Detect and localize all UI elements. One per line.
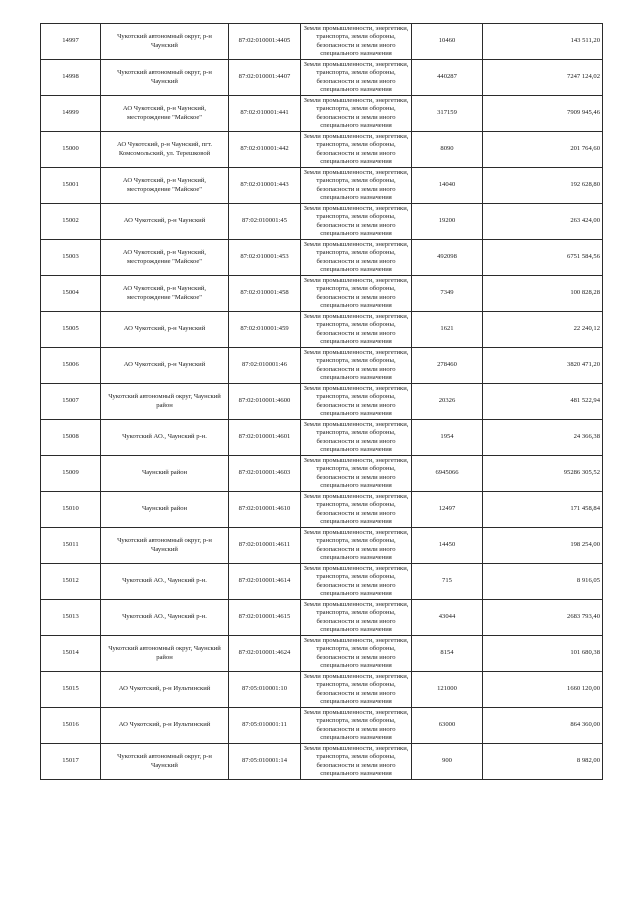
cadastral-number-cell: 87:05:010001:11 [229,708,301,744]
location-cell: АО Чукотский, р-н Чаунский [101,348,229,384]
land-category-cell: Земли промышленности, энергетики, транспорта, земли обороны, безопасности и земли иного специального назначения [301,96,412,132]
location-cell: АО Чукотский, р-н Чаунский [101,204,229,240]
cadastral-value-cell: 864 360,00 [483,708,603,744]
cadastral-value-cell: 201 764,60 [483,132,603,168]
area-cell: 278460 [412,348,483,384]
cadastral-value-cell: 1660 120,00 [483,672,603,708]
location-cell: АО Чукотский, р-н Чаунский, месторождение "Майское" [101,168,229,204]
row-number: 15011 [41,528,101,564]
table-row [41,492,603,528]
cadastral-value-cell: 8 916,05 [483,564,603,600]
land-category-cell: Земли промышленности, энергетики, транспорта, земли обороны, безопасности и земли иного специального назначения [301,420,412,456]
location-cell: Чукотский автономный округ, Чаунский район [101,384,229,420]
table-row [41,168,603,204]
location-cell: Чукотский автономный округ, р-н Чаунский [101,528,229,564]
land-category-cell: Земли промышленности, энергетики, транспорта, земли обороны, безопасности и земли иного специального назначения [301,636,412,672]
location-cell: Чаунский район [101,456,229,492]
row-number: 15007 [41,384,101,420]
row-number: 15001 [41,168,101,204]
table-row [41,600,603,636]
cadastral-number-cell: 87:02:010001:45 [229,204,301,240]
row-number: 15006 [41,348,101,384]
land-category-cell: Земли промышленности, энергетики, транспорта, земли обороны, безопасности и земли иного специального назначения [301,204,412,240]
land-category-cell: Земли промышленности, энергетики, транспорта, земли обороны, безопасности и земли иного специального назначения [301,564,412,600]
row-number: 15008 [41,420,101,456]
cadastral-value-cell: 101 680,38 [483,636,603,672]
table-row [41,132,603,168]
cadastral-value-cell: 198 254,00 [483,528,603,564]
cadastral-value-cell: 192 628,80 [483,168,603,204]
location-cell: АО Чукотский, р-н Чаунский, пгт. Комсомольский, ул. Терешковой [101,132,229,168]
cadastral-number-cell: 87:05:010001:14 [229,744,301,780]
row-number: 15009 [41,456,101,492]
table-row [41,96,603,132]
location-cell: Чукотский автономный округ, р-н Чаунский [101,24,229,60]
row-number: 14999 [41,96,101,132]
location-cell: Чукотский автономный округ, р-н Чаунский [101,744,229,780]
table-row [41,384,603,420]
row-number: 15005 [41,312,101,348]
cadastral-number-cell: 87:02:010001:441 [229,96,301,132]
row-number: 15016 [41,708,101,744]
table-row [41,60,603,96]
table-row [41,240,603,276]
land-registry-table [40,23,603,780]
cadastral-number-cell: 87:02:010001:458 [229,276,301,312]
cadastral-number-cell: 87:02:010001:4603 [229,456,301,492]
location-cell: АО Чукотский, р-н Чаунский [101,312,229,348]
cadastral-number-cell: 87:05:010001:10 [229,672,301,708]
cadastral-value-cell: 100 828,28 [483,276,603,312]
cadastral-number-cell: 87:02:010001:4405 [229,24,301,60]
row-number: 15012 [41,564,101,600]
table-row [41,420,603,456]
area-cell: 63000 [412,708,483,744]
land-category-cell: Земли промышленности, энергетики, транспорта, земли обороны, безопасности и земли иного специального назначения [301,456,412,492]
cadastral-number-cell: 87:02:010001:453 [229,240,301,276]
land-category-cell: Земли промышленности, энергетики, транспорта, земли обороны, безопасности и земли иного специального назначения [301,312,412,348]
area-cell: 8154 [412,636,483,672]
location-cell: АО Чукотский, р-н Иультинский [101,672,229,708]
row-number: 14998 [41,60,101,96]
land-category-cell: Земли промышленности, энергетики, транспорта, земли обороны, безопасности и земли иного специального назначения [301,348,412,384]
cadastral-value-cell: 7247 124,02 [483,60,603,96]
table-row [41,708,603,744]
table-row [41,276,603,312]
cadastral-number-cell: 87:02:010001:4614 [229,564,301,600]
area-cell: 8090 [412,132,483,168]
row-number: 15017 [41,744,101,780]
cadastral-value-cell: 171 458,84 [483,492,603,528]
land-category-cell: Земли промышленности, энергетики, транспорта, земли обороны, безопасности и земли иного специального назначения [301,708,412,744]
cadastral-number-cell: 87:02:010001:4611 [229,528,301,564]
land-category-cell: Земли промышленности, энергетики, транспорта, земли обороны, безопасности и земли иного специального назначения [301,168,412,204]
area-cell: 20326 [412,384,483,420]
location-cell: АО Чукотский, р-н Чаунский, месторождение "Майское" [101,240,229,276]
area-cell: 14040 [412,168,483,204]
cadastral-value-cell: 481 522,94 [483,384,603,420]
land-category-cell: Земли промышленности, энергетики, транспорта, земли обороны, безопасности и земли иного специального назначения [301,672,412,708]
row-number: 15015 [41,672,101,708]
area-cell: 492098 [412,240,483,276]
land-category-cell: Земли промышленности, энергетики, транспорта, земли обороны, безопасности и земли иного специального назначения [301,528,412,564]
area-cell: 900 [412,744,483,780]
row-number: 15004 [41,276,101,312]
cadastral-number-cell: 87:02:010001:4407 [229,60,301,96]
location-cell: Чукотский АО., Чаунский р-н. [101,420,229,456]
cadastral-number-cell: 87:02:010001:46 [229,348,301,384]
row-number: 15002 [41,204,101,240]
cadastral-value-cell: 7909 945,46 [483,96,603,132]
table-row [41,204,603,240]
table-row [41,528,603,564]
table-row [41,636,603,672]
area-cell: 6945066 [412,456,483,492]
table-row [41,456,603,492]
cadastral-number-cell: 87:02:010001:459 [229,312,301,348]
area-cell: 317159 [412,96,483,132]
land-category-cell: Земли промышленности, энергетики, транспорта, земли обороны, безопасности и земли иного специального назначения [301,384,412,420]
table-row [41,24,603,60]
table-row [41,744,603,780]
cadastral-value-cell: 95286 305,52 [483,456,603,492]
land-category-cell: Земли промышленности, энергетики, транспорта, земли обороны, безопасности и земли иного специального назначения [301,600,412,636]
location-cell: Чукотский автономный округ, Чаунский район [101,636,229,672]
area-cell: 10460 [412,24,483,60]
registry-table-body [41,24,603,780]
land-category-cell: Земли промышленности, энергетики, транспорта, земли обороны, безопасности и земли иного специального назначения [301,744,412,780]
land-category-cell: Земли промышленности, энергетики, транспорта, земли обороны, безопасности и земли иного специального назначения [301,240,412,276]
table-row [41,312,603,348]
row-number: 15013 [41,600,101,636]
location-cell: Чаунский район [101,492,229,528]
location-cell: Чукотский автономный округ, р-н Чаунский [101,60,229,96]
location-cell: АО Чукотский, р-н Чаунский, месторождение "Майское" [101,276,229,312]
area-cell: 19200 [412,204,483,240]
area-cell: 715 [412,564,483,600]
cadastral-value-cell: 22 240,12 [483,312,603,348]
table-row [41,672,603,708]
row-number: 15000 [41,132,101,168]
cadastral-value-cell: 263 424,00 [483,204,603,240]
area-cell: 7349 [412,276,483,312]
area-cell: 14450 [412,528,483,564]
cadastral-number-cell: 87:02:010001:4601 [229,420,301,456]
area-cell: 121000 [412,672,483,708]
area-cell: 43044 [412,600,483,636]
row-number: 15014 [41,636,101,672]
location-cell: Чукотский АО., Чаунский р-н. [101,564,229,600]
cadastral-number-cell: 87:02:010001:443 [229,168,301,204]
area-cell: 12497 [412,492,483,528]
table-row [41,348,603,384]
cadastral-number-cell: 87:02:010001:4600 [229,384,301,420]
land-category-cell: Земли промышленности, энергетики, транспорта, земли обороны, безопасности и земли иного специального назначения [301,24,412,60]
cadastral-value-cell: 3820 471,20 [483,348,603,384]
location-cell: Чукотский АО., Чаунский р-н. [101,600,229,636]
cadastral-number-cell: 87:02:010001:442 [229,132,301,168]
land-category-cell: Земли промышленности, энергетики, транспорта, земли обороны, безопасности и земли иного специального назначения [301,60,412,96]
cadastral-number-cell: 87:02:010001:4615 [229,600,301,636]
area-cell: 440287 [412,60,483,96]
location-cell: АО Чукотский, р-н Чаунский, месторождение "Майское" [101,96,229,132]
location-cell: АО Чукотский, р-н Иультинский [101,708,229,744]
cadastral-value-cell: 24 366,38 [483,420,603,456]
land-category-cell: Земли промышленности, энергетики, транспорта, земли обороны, безопасности и земли иного специального назначения [301,492,412,528]
table-row [41,564,603,600]
cadastral-value-cell: 143 511,20 [483,24,603,60]
row-number: 15010 [41,492,101,528]
land-category-cell: Земли промышленности, энергетики, транспорта, земли обороны, безопасности и земли иного специального назначения [301,132,412,168]
row-number: 14997 [41,24,101,60]
area-cell: 1621 [412,312,483,348]
cadastral-number-cell: 87:02:010001:4610 [229,492,301,528]
row-number: 15003 [41,240,101,276]
cadastral-value-cell: 8 982,00 [483,744,603,780]
cadastral-number-cell: 87:02:010001:4624 [229,636,301,672]
area-cell: 1954 [412,420,483,456]
cadastral-value-cell: 2683 793,40 [483,600,603,636]
land-category-cell: Земли промышленности, энергетики, транспорта, земли обороны, безопасности и земли иного специального назначения [301,276,412,312]
cadastral-value-cell: 6751 584,56 [483,240,603,276]
